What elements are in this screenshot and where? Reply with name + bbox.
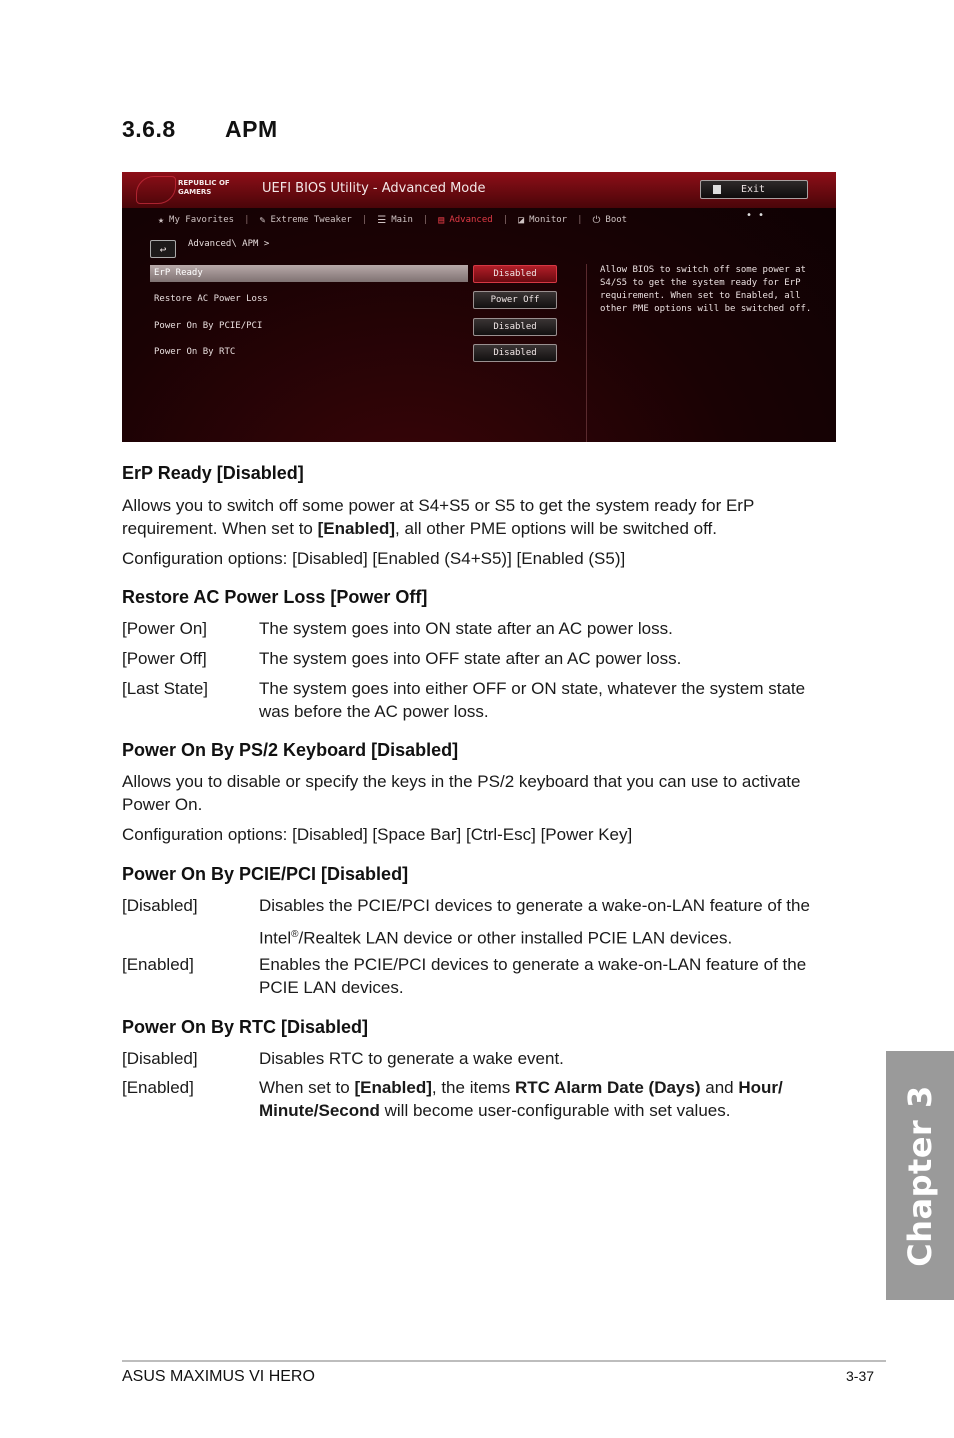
bios-title-bar xyxy=(122,172,836,208)
list-icon: ☰ xyxy=(377,214,387,226)
bios-row-restore-ac[interactable]: Restore AC Power Loss xyxy=(154,294,268,304)
chapter-label: Chapter 3 xyxy=(901,1084,939,1267)
rtc-heading: Power On By RTC [Disabled] xyxy=(122,1017,369,1037)
bios-help-text: Allow BIOS to switch off some power at S4/S5 to get the system ready for ErP requirement. When set to Enabled, all other PME options will be switched off. xyxy=(600,265,812,314)
exit-button[interactable]: Exit xyxy=(700,180,808,199)
menu-advanced[interactable]: ▤ Advanced xyxy=(438,214,493,226)
restore-def-last-state: The system goes into either OFF or ON state, whatever the system state was before the AC power loss. xyxy=(259,679,806,721)
bios-value-restore-ac[interactable]: Power Off xyxy=(473,291,557,309)
menu-main[interactable]: ☰ Main xyxy=(377,214,413,226)
monitor-icon: ◪ xyxy=(518,214,525,226)
menu-extreme-tweaker[interactable]: ✎ Extreme Tweaker xyxy=(259,214,352,226)
bios-menu-bar: ★ My Favorites | ✎ Extreme Tweaker | ☰ Main | ▤ Advanced | ◪ Monitor | ⏻ Boot xyxy=(158,214,628,226)
back-button[interactable] xyxy=(150,240,176,258)
bios-title: UEFI BIOS Utility - Advanced Mode xyxy=(262,181,486,196)
power-icon: ⏻ xyxy=(592,214,601,226)
rog-logo-icon xyxy=(136,176,176,204)
ps2-config: Configuration options: [Disabled] [Space Bar] [Ctrl-Esc] [Power Key] xyxy=(122,825,633,844)
restore-term-last-state: [Last State] xyxy=(122,679,208,698)
page-dots: • • xyxy=(746,210,765,221)
rtc-def-enabled: When set to [Enabled], the items RTC Alarm Date (Days) and Hour/ Minute/Second will become user-configurable with set values. xyxy=(259,1078,783,1120)
section-title xyxy=(122,116,278,143)
bios-breadcrumb: Advanced\ APM > xyxy=(188,239,270,249)
bios-screenshot xyxy=(122,172,836,442)
erp-description: Allows you to switch off some power at S4+S5 or S5 to get the system ready for ErP requirement. When set to [Enabled], all other PME options will be switched off. xyxy=(122,496,754,538)
pcie-def-enabled: Enables the PCIE/PCI devices to generate a wake-on-LAN feature of the PCIE LAN devices. xyxy=(259,955,807,997)
restore-def-power-on: The system goes into ON state after an AC power loss. xyxy=(259,619,673,638)
menu-boot[interactable]: ⏻ Boot xyxy=(592,214,628,226)
pcie-term-disabled: [Disabled] xyxy=(122,896,198,915)
exit-icon xyxy=(713,185,721,194)
bios-divider xyxy=(586,264,587,442)
bios-value-rtc[interactable]: Disabled xyxy=(473,344,557,362)
menu-my-favorites[interactable]: ★ My Favorites xyxy=(158,214,235,226)
erp-heading: ErP Ready [Disabled] xyxy=(122,463,304,483)
rtc-def-disabled: Disables RTC to generate a wake event. xyxy=(259,1049,564,1068)
rtc-term-enabled: [Enabled] xyxy=(122,1078,194,1097)
footer-divider xyxy=(122,1360,886,1362)
pcie-heading: Power On By PCIE/PCI [Disabled] xyxy=(122,864,409,884)
pcie-def-disabled: Disables the PCIE/PCI devices to generate a wake-on-LAN feature of the Intel®/Realtek LAN device or other installed PCIE LAN devices. xyxy=(259,896,810,948)
bios-row-erp-ready[interactable]: ErP Ready xyxy=(150,265,468,282)
ps2-heading: Power On By PS/2 Keyboard [Disabled] xyxy=(122,740,459,760)
advanced-icon: ▤ xyxy=(438,214,445,226)
footer-page-number: 3-37 xyxy=(846,1368,875,1384)
back-arrow-icon: ↩ xyxy=(159,242,167,256)
rtc-term-disabled: [Disabled] xyxy=(122,1049,198,1068)
restore-term-power-on: [Power On] xyxy=(122,619,208,638)
bios-row-rtc[interactable]: Power On By RTC xyxy=(154,347,236,357)
restore-term-power-off: [Power Off] xyxy=(122,649,207,668)
tweak-icon: ✎ xyxy=(259,214,266,226)
restore-heading: Restore AC Power Loss [Power Off] xyxy=(122,587,428,607)
section-number: 3.6.8 xyxy=(122,116,176,142)
bios-value-erp-ready[interactable]: Disabled xyxy=(473,265,557,283)
footer-product: ASUS MAXIMUS VI HERO xyxy=(122,1368,315,1385)
star-icon: ★ xyxy=(158,214,165,226)
bios-row-pcie-pci[interactable]: Power On By PCIE/PCI xyxy=(154,321,263,331)
bios-brand: REPUBLIC OF GAMERS xyxy=(178,179,230,196)
ps2-description: Allows you to disable or specify the keys in the PS/2 keyboard that you can use to activate Power On. xyxy=(122,772,801,814)
restore-def-power-off: The system goes into OFF state after an AC power loss. xyxy=(259,649,682,668)
menu-monitor[interactable]: ◪ Monitor xyxy=(518,214,568,226)
pcie-term-enabled: [Enabled] xyxy=(122,955,194,974)
chapter-tab xyxy=(886,1051,954,1300)
bios-value-pcie-pci[interactable]: Disabled xyxy=(473,318,557,336)
erp-config: Configuration options: [Disabled] [Enabled (S4+S5)] [Enabled (S5)] xyxy=(122,549,626,568)
section-name: APM xyxy=(225,116,278,142)
